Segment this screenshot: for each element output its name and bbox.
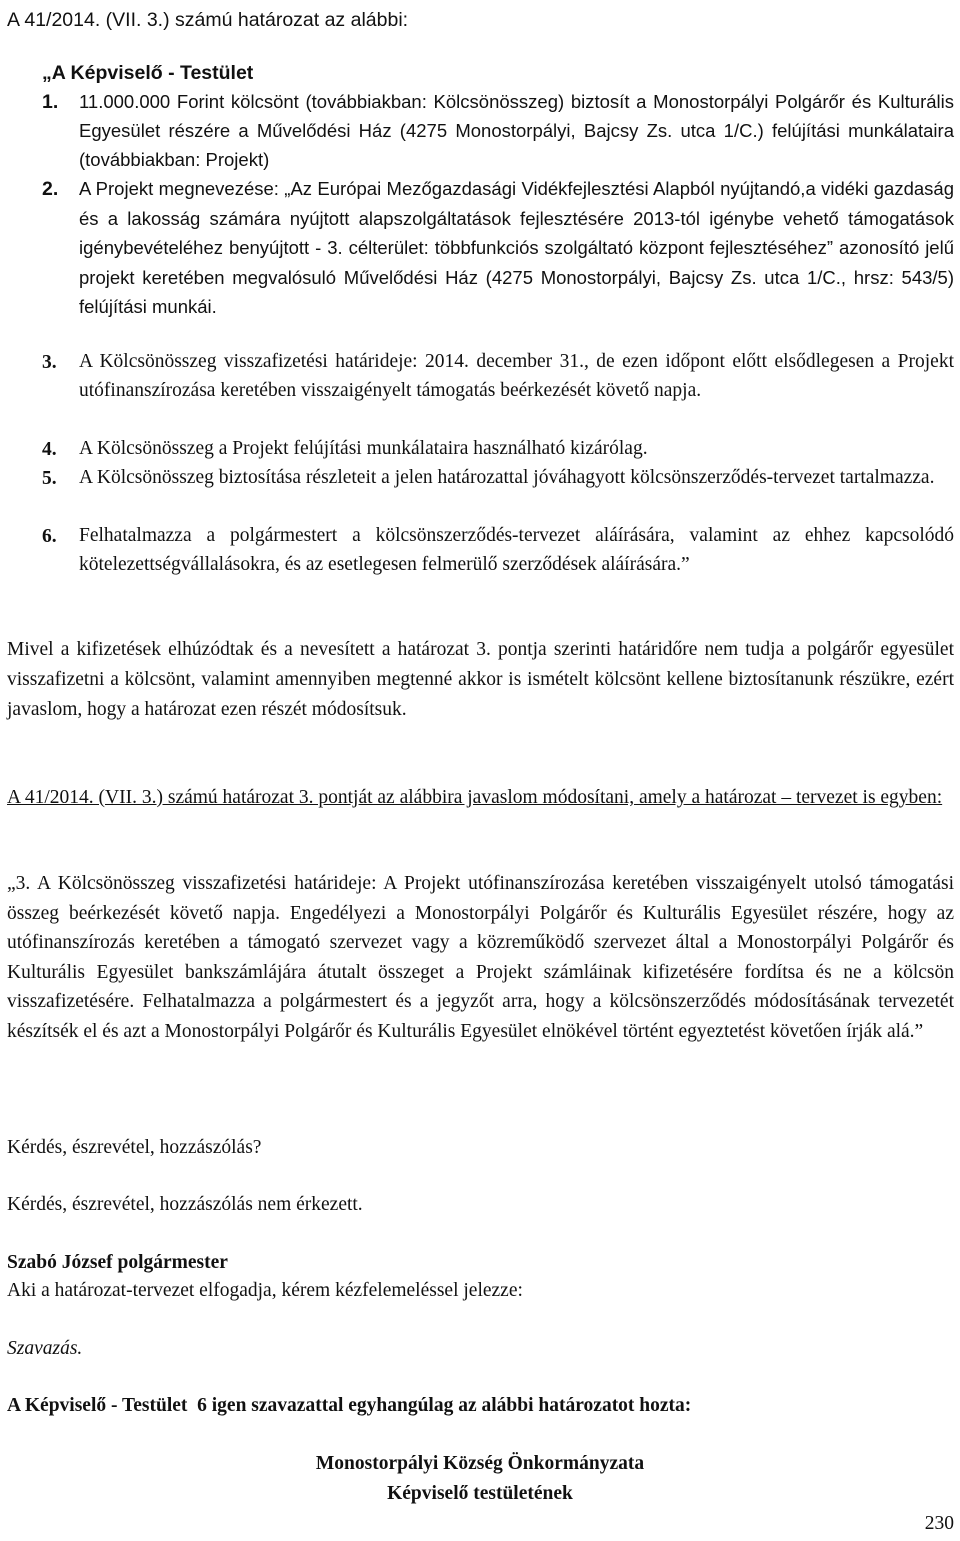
vote-label: Szavazás.: [7, 1338, 83, 1359]
amendment-intro: A 41/2014. (VII. 3.) számú határozat 3. pontját az alábbira javaslom módosítani, amely a határozat – tervezet is egyben:: [7, 787, 943, 808]
speaker-text: Aki a határozat-tervezet elfogadja, kérem kézfelemeléssel jelezze:: [7, 1280, 523, 1301]
explanation-paragraph: Mivel a kifizetések elhúzódtak és a nevesített a határozat 3. pontja szerinti határidőre nem tudja a polgárőr egyesület visszafizetni a kölcsönt, valamint amennyiben megtenné akkor is ismételt kölcsönt kellene biztosítanunk részükre, ezért javaslom, hogy a határozat ezen részét módosítsuk.: [7, 639, 954, 720]
item-2-number: 2.: [42, 178, 59, 200]
question-line: Kérdés, észrevétel, hozzászólás?: [7, 1137, 262, 1158]
item-5-number: 5.: [42, 468, 57, 489]
item-6-number: 6.: [42, 526, 57, 547]
no-question-line: Kérdés, észrevétel, hozzászólás nem érkezett.: [7, 1194, 363, 1215]
item-5-text: A Kölcsönösszeg biztosítása részleteit a jelen határozattal jóváhagyott kölcsönszerződés-tervezet tartalmazza.: [79, 467, 935, 488]
item-1-number: 1.: [42, 91, 59, 113]
footer-body-name: Képviselő testületének: [387, 1483, 573, 1504]
speaker-name: Szabó József polgármester: [7, 1252, 228, 1273]
item-3-text: A Kölcsönösszeg visszafizetési határideje: 2014. december 31., de ezen időpont előtt elsődlegesen a Projekt utófinanszírozása keretében visszaigényelt támogatás beérkezését követő napja.: [79, 351, 954, 401]
resolution-title: „A Képviselő - Testület: [42, 62, 254, 84]
item-1-text: 11.000.000 Forint kölcsönt (továbbiakban: Kölcsönösszeg) biztosít a Monostorpályi Polgárőr és Kulturális Egyesület részére a Művelődési Ház (4275 Monostorpályi, Bajcsy Zs. utca 1/C.) felújítási munkálataira (továbbiakban: Projekt): [79, 91, 954, 170]
page-number: 230: [924, 1513, 954, 1534]
vote-result: A Képviselő - Testület 6 igen szavazattal egyhangúlag az alábbi határozatot hozta:: [7, 1395, 692, 1416]
document-header: A 41/2014. (VII. 3.) számú határozat az alábbi:: [7, 9, 409, 31]
item-4-number: 4.: [42, 439, 57, 460]
item-2-text: A Projekt megnevezése: „Az Európai Mezőgazdasági Vidékfejlesztési Alapból nyújtandó,a vidéki gazdaság és a lakosság számára nyújtott alapszolgáltatások fejlesztésére 2013-tól igénybe vehető támogatások igénybevételéhez benyújtott - 3. célterület: többfunkciós szolgáltató központ fejlesztéséhez” azonosító jelű projekt keretében megvalósuló Művelődési Ház (4275 Monostorpályi, Bajcsy Zs. utca 1/C., hrsz: 543/5) felújítási munkái.: [79, 178, 954, 317]
item-6-text: Felhatalmazza a polgármestert a kölcsönszerződés-tervezet aláírására, valamint az ehhez kapcsolódó kötelezettségvállalásokra, és az esetlegesen felmerülő szerződések aláírására.”: [79, 525, 954, 575]
amendment-text: „3. A Kölcsönösszeg visszafizetési határideje: A Projekt utófinanszírozása keretében visszaigényelt utolsó támogatási összeg beérkezését követő napja. Engedélyezi a Monostorpályi Polgárőr és Kulturális Egyesület részére, hogy az utófinanszírozás keretében a támogató szervezet vagy a közreműködő szervezet által a Monostorpályi Polgárőr és Kulturális Egyesület bankszámlájára átutalt összeget a Projekt számláinak kifizetésére fordítsa és ne a kölcsön visszafizetésére. Felhatalmazza a polgármestert és a jegyzőt arra, hogy a kölcsönszerződés módosításának tervezetét készítsék el és azt a Monostorpályi Polgárőr és Kulturális Egyesület elnökével történt egyeztetést követően írják alá.”: [7, 873, 954, 1042]
footer-council-name: Monostorpályi Község Önkormányzata: [315, 1453, 645, 1474]
item-4-text: A Kölcsönösszeg a Projekt felújítási munkálataira használható kizárólag.: [79, 438, 648, 459]
item-3-number: 3.: [42, 352, 57, 373]
